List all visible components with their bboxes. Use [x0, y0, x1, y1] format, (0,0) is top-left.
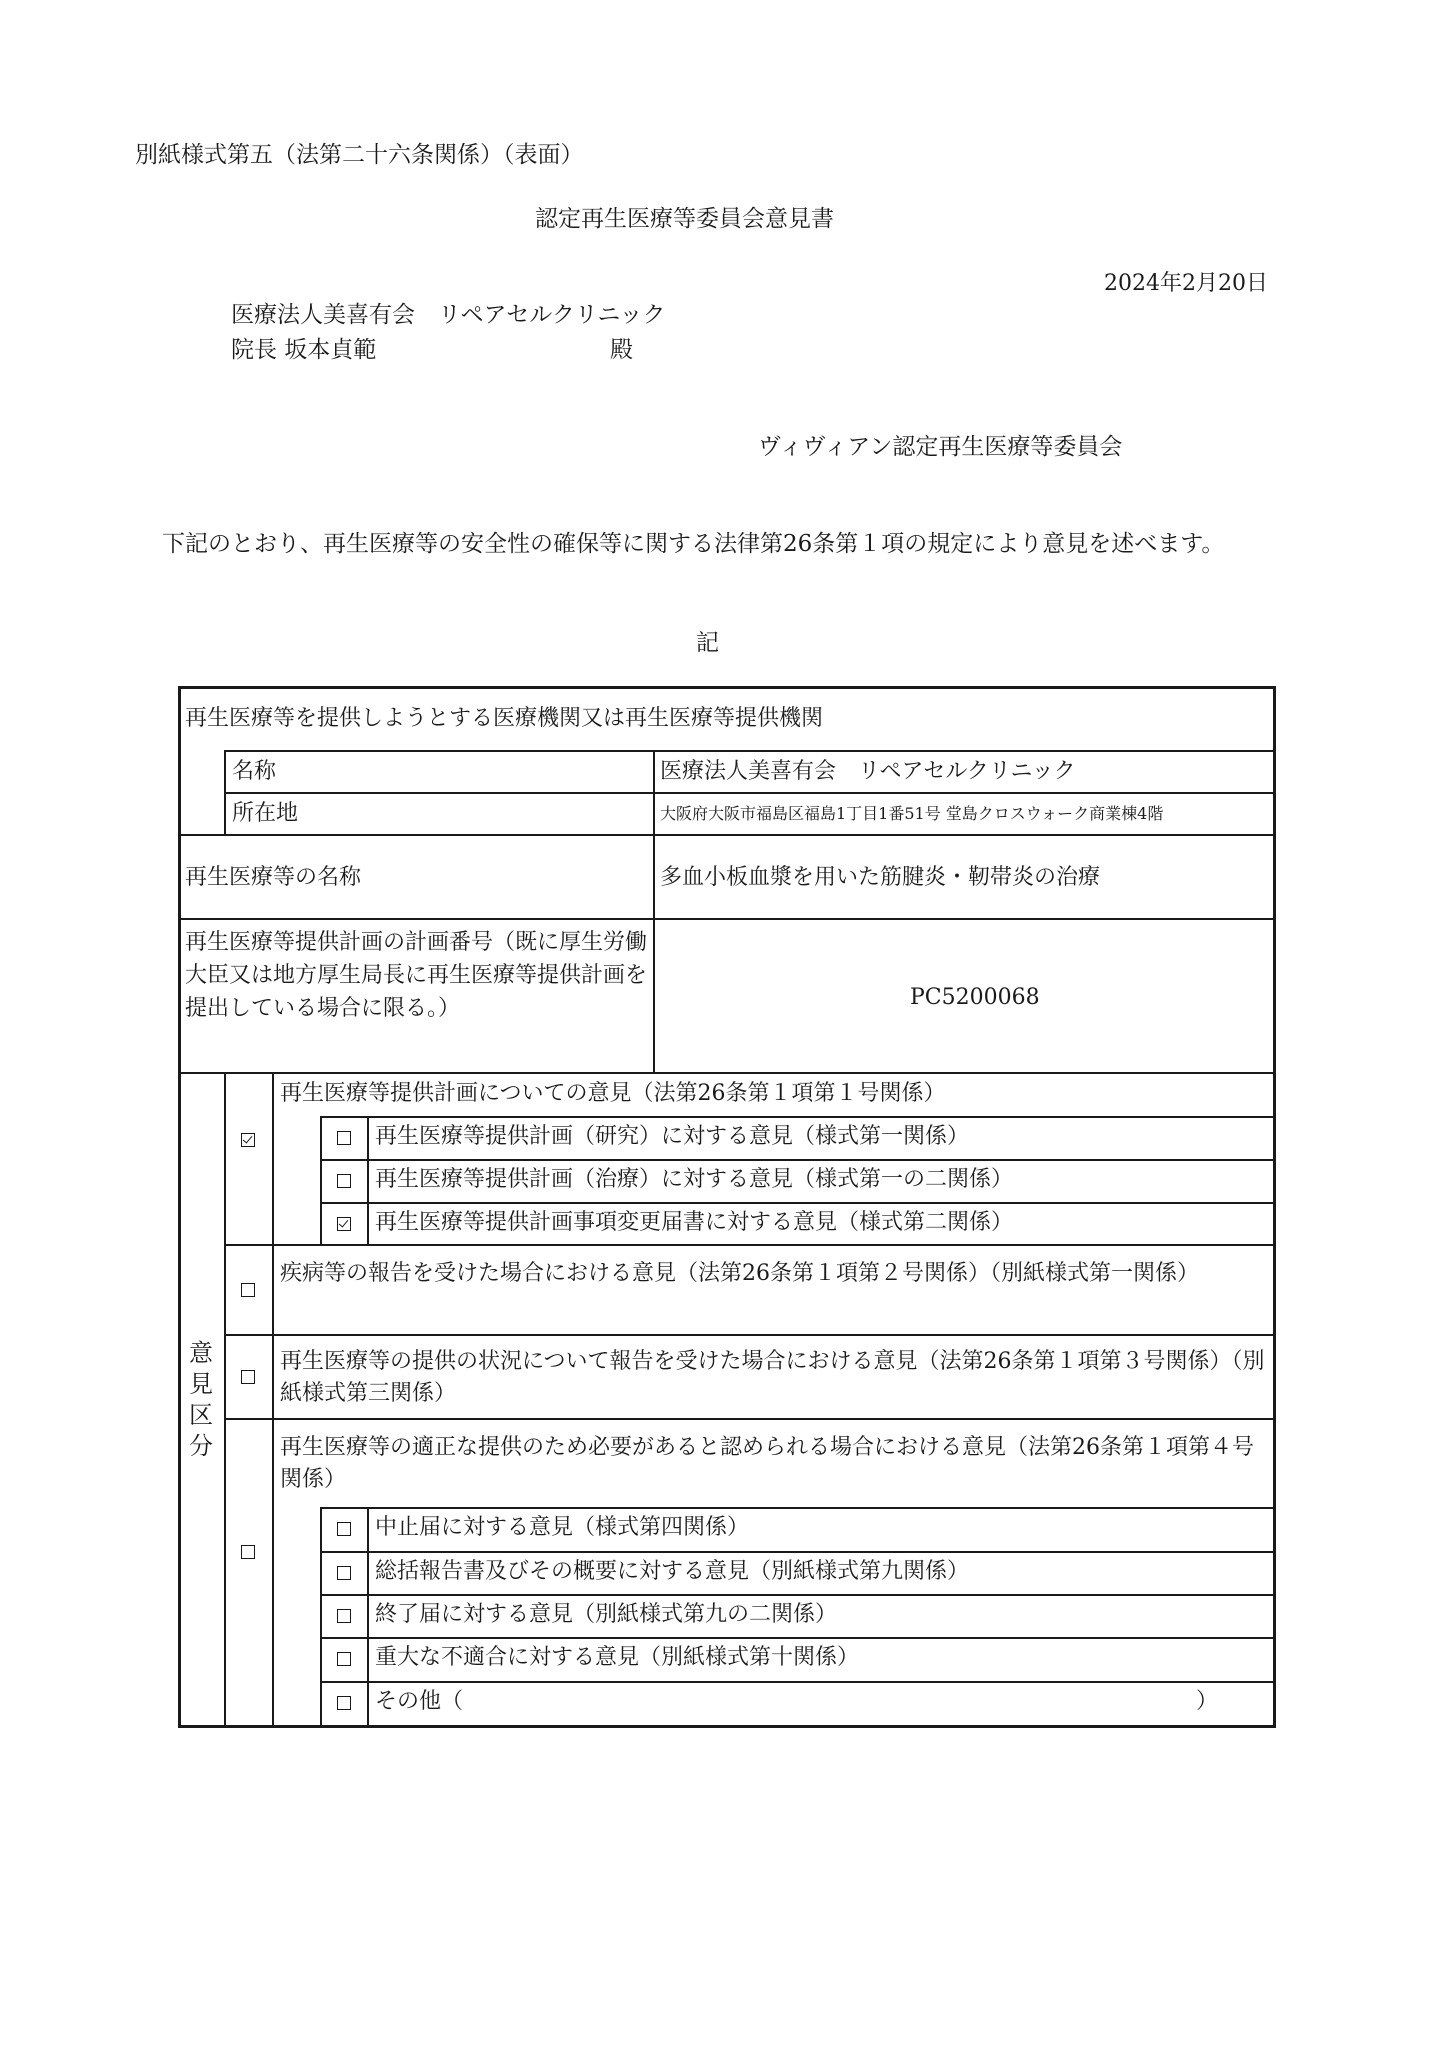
committee-name: ヴィヴィアン認定再生医療等委員会	[758, 434, 1123, 460]
section-4-checkbox[interactable]	[241, 1545, 255, 1559]
provider-heading: 再生医療等を提供しようとする医療機関又は再生医療等提供機関	[185, 706, 824, 731]
section-4-item-1-checkbox[interactable]	[337, 1522, 351, 1536]
section-1-item-3-label: 再生医療等提供計画事項変更届書に対する意見（様式第二関係）	[375, 1210, 1014, 1235]
section-1-label: 再生医療等提供計画についての意見（法第26条第１項第１号関係）	[280, 1081, 946, 1106]
section-3-label: 再生医療等の提供の状況について報告を受けた場合における意見（法第26条第１項第３号関係）（別紙様式第三関係）	[280, 1349, 1265, 1406]
section-4-item-3-label: 終了届に対する意見（別紙様式第九の二関係）	[375, 1602, 838, 1627]
section-1-item-2-checkbox[interactable]	[337, 1174, 351, 1188]
address-value: 大阪府大阪市福島区福島1丁目1番51号 堂島クロスウォーク商業棟4階	[660, 804, 1164, 823]
section-4-item-2-label: 総括報告書及びその概要に対する意見（別紙様式第九関係）	[375, 1559, 970, 1584]
intro-text: 下記のとおり、再生医療等の安全性の確保等に関する法律第26条第１項の規定により意見を述べます。	[162, 531, 1225, 557]
section-2-checkbox[interactable]	[241, 1283, 255, 1297]
ki-mark: 記	[696, 630, 719, 656]
document-date: 2024年2月20日	[1104, 271, 1268, 296]
address-label: 所在地	[232, 801, 299, 826]
section-4-label: 再生医療等の適正な提供のため必要があると認められる場合における意見（法第26条第１項第４号関係）	[280, 1435, 1254, 1492]
section-4-item-3-checkbox[interactable]	[337, 1609, 351, 1623]
recipient-honorific: 殿	[610, 337, 633, 363]
section-4-item-5-label: その他（	[375, 1689, 464, 1714]
recipient-name: 院長 坂本貞範	[231, 337, 377, 363]
section-4-item-1-label: 中止届に対する意見（様式第四関係）	[375, 1515, 750, 1540]
plan-number-label: 再生医療等提供計画の計画番号（既に厚生労働大臣又は地方厚生局長に再生医療等提供計画を提出している場合に限る。）	[185, 930, 648, 1021]
name-value: 医療法人美喜有会 リペアセルクリニック	[660, 759, 1076, 784]
intro-paragraph	[138, 527, 1268, 561]
section-1-checkbox[interactable]	[241, 1133, 255, 1147]
plan-number-value: PC5200068	[910, 985, 1040, 1010]
document-title: 認定再生医療等委員会意見書	[535, 206, 834, 232]
section-4-item-5-close: ）	[1196, 1689, 1219, 1714]
section-1-item-2-label: 再生医療等提供計画（治療）に対する意見（様式第一の二関係）	[375, 1167, 1014, 1192]
therapy-value: 多血小板血漿を用いた筋腱炎・靭帯炎の治療	[660, 865, 1101, 890]
section-4-item-4-checkbox[interactable]	[337, 1652, 351, 1666]
section-1-item-3-checkbox[interactable]	[337, 1217, 351, 1231]
section-4-item-4-label: 重大な不適合に対する意見（別紙様式第十関係）	[375, 1645, 860, 1670]
section-4-item-5-checkbox[interactable]	[337, 1696, 351, 1710]
category-label: 意見区分	[189, 1339, 213, 1460]
section-4-item-2-checkbox[interactable]	[337, 1566, 351, 1580]
section-2-label: 疾病等の報告を受けた場合における意見（法第26条第１項第２号関係）（別紙様式第一関係）	[280, 1261, 1199, 1286]
section-1-item-1-checkbox[interactable]	[337, 1131, 351, 1145]
form-label: 別紙様式第五（法第二十六条関係）（表面）	[135, 142, 584, 168]
recipient-org: 医療法人美喜有会 リペアセルクリニック	[231, 302, 666, 328]
section-1-item-1-label: 再生医療等提供計画（研究）に対する意見（様式第一関係）	[375, 1124, 970, 1149]
therapy-label: 再生医療等の名称	[185, 865, 362, 890]
name-label: 名称	[232, 759, 277, 784]
section-3-checkbox[interactable]	[241, 1370, 255, 1384]
